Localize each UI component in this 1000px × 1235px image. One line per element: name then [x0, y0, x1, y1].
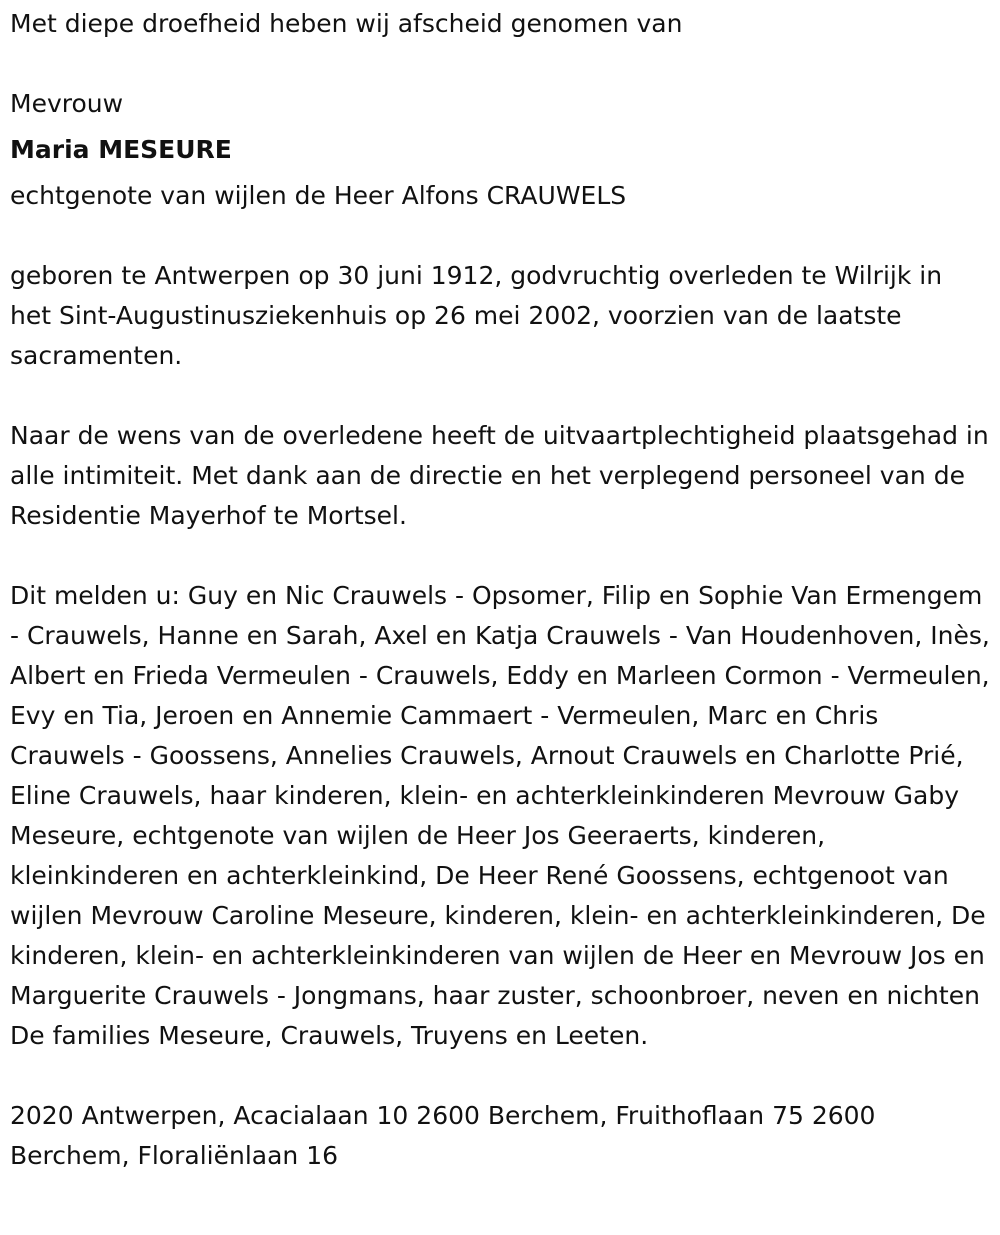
spacer	[10, 216, 990, 256]
honorific: Mevrouw	[10, 89, 124, 118]
spacer	[10, 376, 990, 416]
obituary-document	[10, 4, 990, 1176]
ceremony-paragraph: Naar de wens van de overledene heeft de uitvaartplechtigheid plaatsgehad in alle intimiteit. Met dank aan de directie en het verplegend personeel van de Residentie Mayerhof te Mortsel.	[10, 421, 989, 530]
deceased-name: Maria MESEURE	[10, 135, 232, 164]
spacer	[10, 536, 990, 576]
addresses-paragraph: 2020 Antwerpen, Acacialaan 10 2600 Berchem, Fruithoflaan 75 2600 Berchem, Floraliënlaan 16	[10, 1101, 876, 1170]
spacer	[10, 1056, 990, 1096]
family-paragraph: Dit melden u: Guy en Nic Crauwels - Opsomer, Filip en Sophie Van Ermengem - Crauwels, Hanne en Sarah, Axel en Katja Crauwels - Van Houdenhoven, Inès, Albert en Frieda Vermeulen - Crauwels, Eddy en Marleen Cormon - Vermeulen, Evy en Tia, Jeroen en Annemie Cammaert - Vermeulen, Marc en Chris Crauwels - Goossens, Annelies Crauwels, Arnout Crauwels en Charlotte Prié, Eline Crauwels, haar kinderen, klein- en achterkleinkinderen Mevrouw Gaby Meseure, echtgenote van wijlen de Heer Jos Geeraerts, kinderen, kleinkinderen en achterkleinkind, De Heer René Goossens, echtgenoot van wijlen Mevrouw Caroline Meseure, kinderen, klein- en achterkleinkinderen, De kinderen, klein- en achterkleinkinderen van wijlen de Heer en Mevrouw Jos en Marguerite Crauwels - Jongmans, haar zuster, schoonbroer, neven en nichten De families Meseure, Crauwels, Truyens en Leeten.	[10, 581, 990, 1050]
birth-death-paragraph: geboren te Antwerpen op 30 juni 1912, godvruchtig overleden te Wilrijk in het Sint-Augustinusziekenhuis op 26 mei 2002, voorzien van de laatste sacramenten.	[10, 261, 943, 370]
spouse-line: echtgenote van wijlen de Heer Alfons CRAUWELS	[10, 181, 627, 210]
intro-line: Met diepe droefheid heben wij afscheid genomen van	[10, 9, 683, 38]
spacer	[10, 44, 990, 84]
